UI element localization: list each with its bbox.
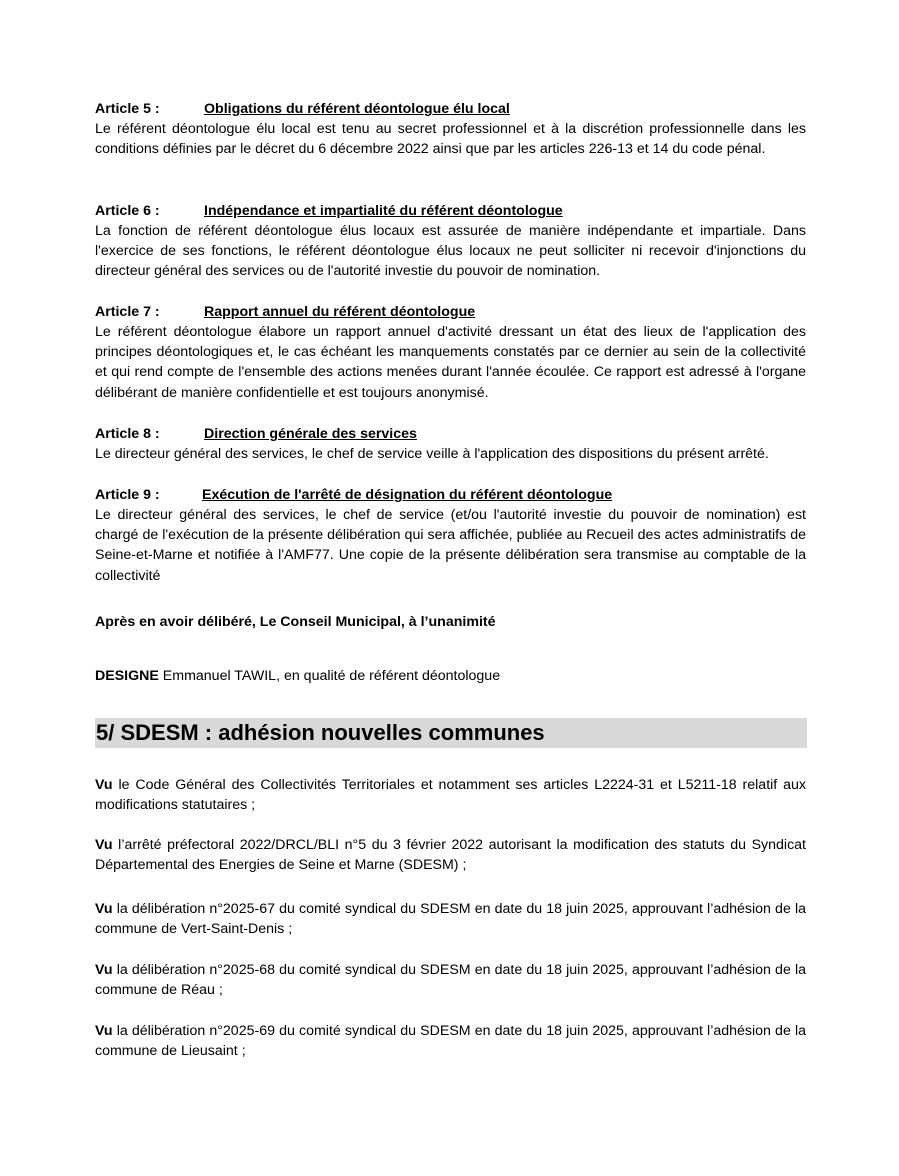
article-6-body: La fonction de référent déontologue élus locaux est assurée de manière indépendante et impartiale. Dans l'exercice de ses fonctions, le référent déontologue élus locaux ne peut solliciter ni recevoir d'injonctions du directeur général des services ou de l'autorité investie du pouvoir de nomination. <box>95 223 806 280</box>
section-heading: 5/ SDESM : adhésion nouvelles communes <box>96 720 545 745</box>
vu-text: l’arrêté préfectoral 2022/DRCL/BLI n°5 du 3 février 2022 autorisant la modification des statuts du Syndicat Départemental des Energies de Seine et Marne (SDESM) ; <box>95 837 806 874</box>
designation-keyword: DESIGNE <box>95 668 159 684</box>
deliberation-statement: Après en avoir délibéré, Le Conseil Municipal, à l’unanimité <box>95 614 496 630</box>
section-heading-bar <box>95 718 807 748</box>
article-9-header <box>95 485 806 505</box>
vu-keyword: Vu <box>95 901 113 917</box>
vu-paragraph-1 <box>95 775 806 815</box>
article-7-header <box>95 302 806 322</box>
vu-paragraph-3 <box>95 899 806 939</box>
vu-keyword: Vu <box>95 1023 113 1039</box>
article-7-title: Rapport annuel du référent déontologue <box>204 304 476 320</box>
article-6-title: Indépendance et impartialité du référent déontologue <box>204 203 563 219</box>
article-5-header <box>95 99 806 119</box>
article-8-header <box>95 424 806 444</box>
article-9-body: Le directeur général des services, le chef de service (et/ou l'autorité investie du pouvoir de nomination) est chargé de l'exécution de la présente délibération qui sera affichée, publiée au Recueil des actes administratifs de Seine-et-Marne et notifiée à l'AMF77. Une copie de la présente délibération sera transmise au comptable de la collectivité <box>95 507 806 584</box>
article-7-number: Article 7 : <box>95 304 160 320</box>
article-8-body: Le directeur général des services, le chef de service veille à l'application des dispositions du présent arrêté. <box>95 446 769 462</box>
article-5-title: Obligations du référent déontologue élu local <box>204 101 510 117</box>
vu-keyword: Vu <box>95 777 113 793</box>
article-7 <box>95 302 806 403</box>
vu-paragraph-5 <box>95 1021 806 1061</box>
article-6-header <box>95 201 806 221</box>
article-5-body: Le référent déontologue élu local est tenu au secret professionnel et à la discrétion professionnelle dans les conditions définies par le décret du 6 décembre 2022 ainsi que par les articles 226-13 et 14 du code pénal. <box>95 121 806 158</box>
designation-text: Emmanuel TAWIL, en qualité de référent déontologue <box>158 668 501 684</box>
vu-text: le Code Général des Collectivités Territoriales et notamment ses articles L2224-31 et L5211-18 relatif aux modifications statutaires ; <box>95 777 806 814</box>
article-8-number: Article 8 : <box>95 426 160 442</box>
article-9 <box>95 485 806 586</box>
vu-paragraph-4 <box>95 960 806 1000</box>
article-7-body: Le référent déontologue élabore un rapport annuel d'activité dressant un état des lieux de l'application des principes déontologiques et, le cas échéant les manquements constatés par ce dernier au sein de la collectivité et qui rend compte de l'ensemble des actions menées durant l'année écoulée. Ce rapport est adressé à l'organe délibérant de manière confidentielle et est toujours anonymisé. <box>95 324 806 401</box>
vu-keyword: Vu <box>95 962 113 978</box>
article-6 <box>95 201 806 282</box>
article-5 <box>95 99 806 159</box>
vu-keyword: Vu <box>95 837 113 853</box>
article-9-title: Exécution de l'arrêté de désignation du référent déontologue <box>202 487 613 503</box>
vu-text: la délibération n°2025-69 du comité syndical du SDESM en date du 18 juin 2025, approuvant l’adhésion de la commune de Lieusaint ; <box>95 1023 806 1060</box>
designation-line <box>95 666 806 686</box>
article-5-number: Article 5 : <box>95 101 160 117</box>
article-9-number: Article 9 : <box>95 487 160 503</box>
vu-text: la délibération n°2025-67 du comité syndical du SDESM en date du 18 juin 2025, approuvant l’adhésion de la commune de Vert-Saint-Denis ; <box>95 901 806 938</box>
article-8-title: Direction générale des services <box>204 426 417 442</box>
vu-paragraph-2 <box>95 835 806 875</box>
vu-text: la délibération n°2025-68 du comité syndical du SDESM en date du 18 juin 2025, approuvant l’adhésion de la commune de Réau ; <box>95 962 806 999</box>
article-8 <box>95 424 806 464</box>
article-6-number: Article 6 : <box>95 203 160 219</box>
